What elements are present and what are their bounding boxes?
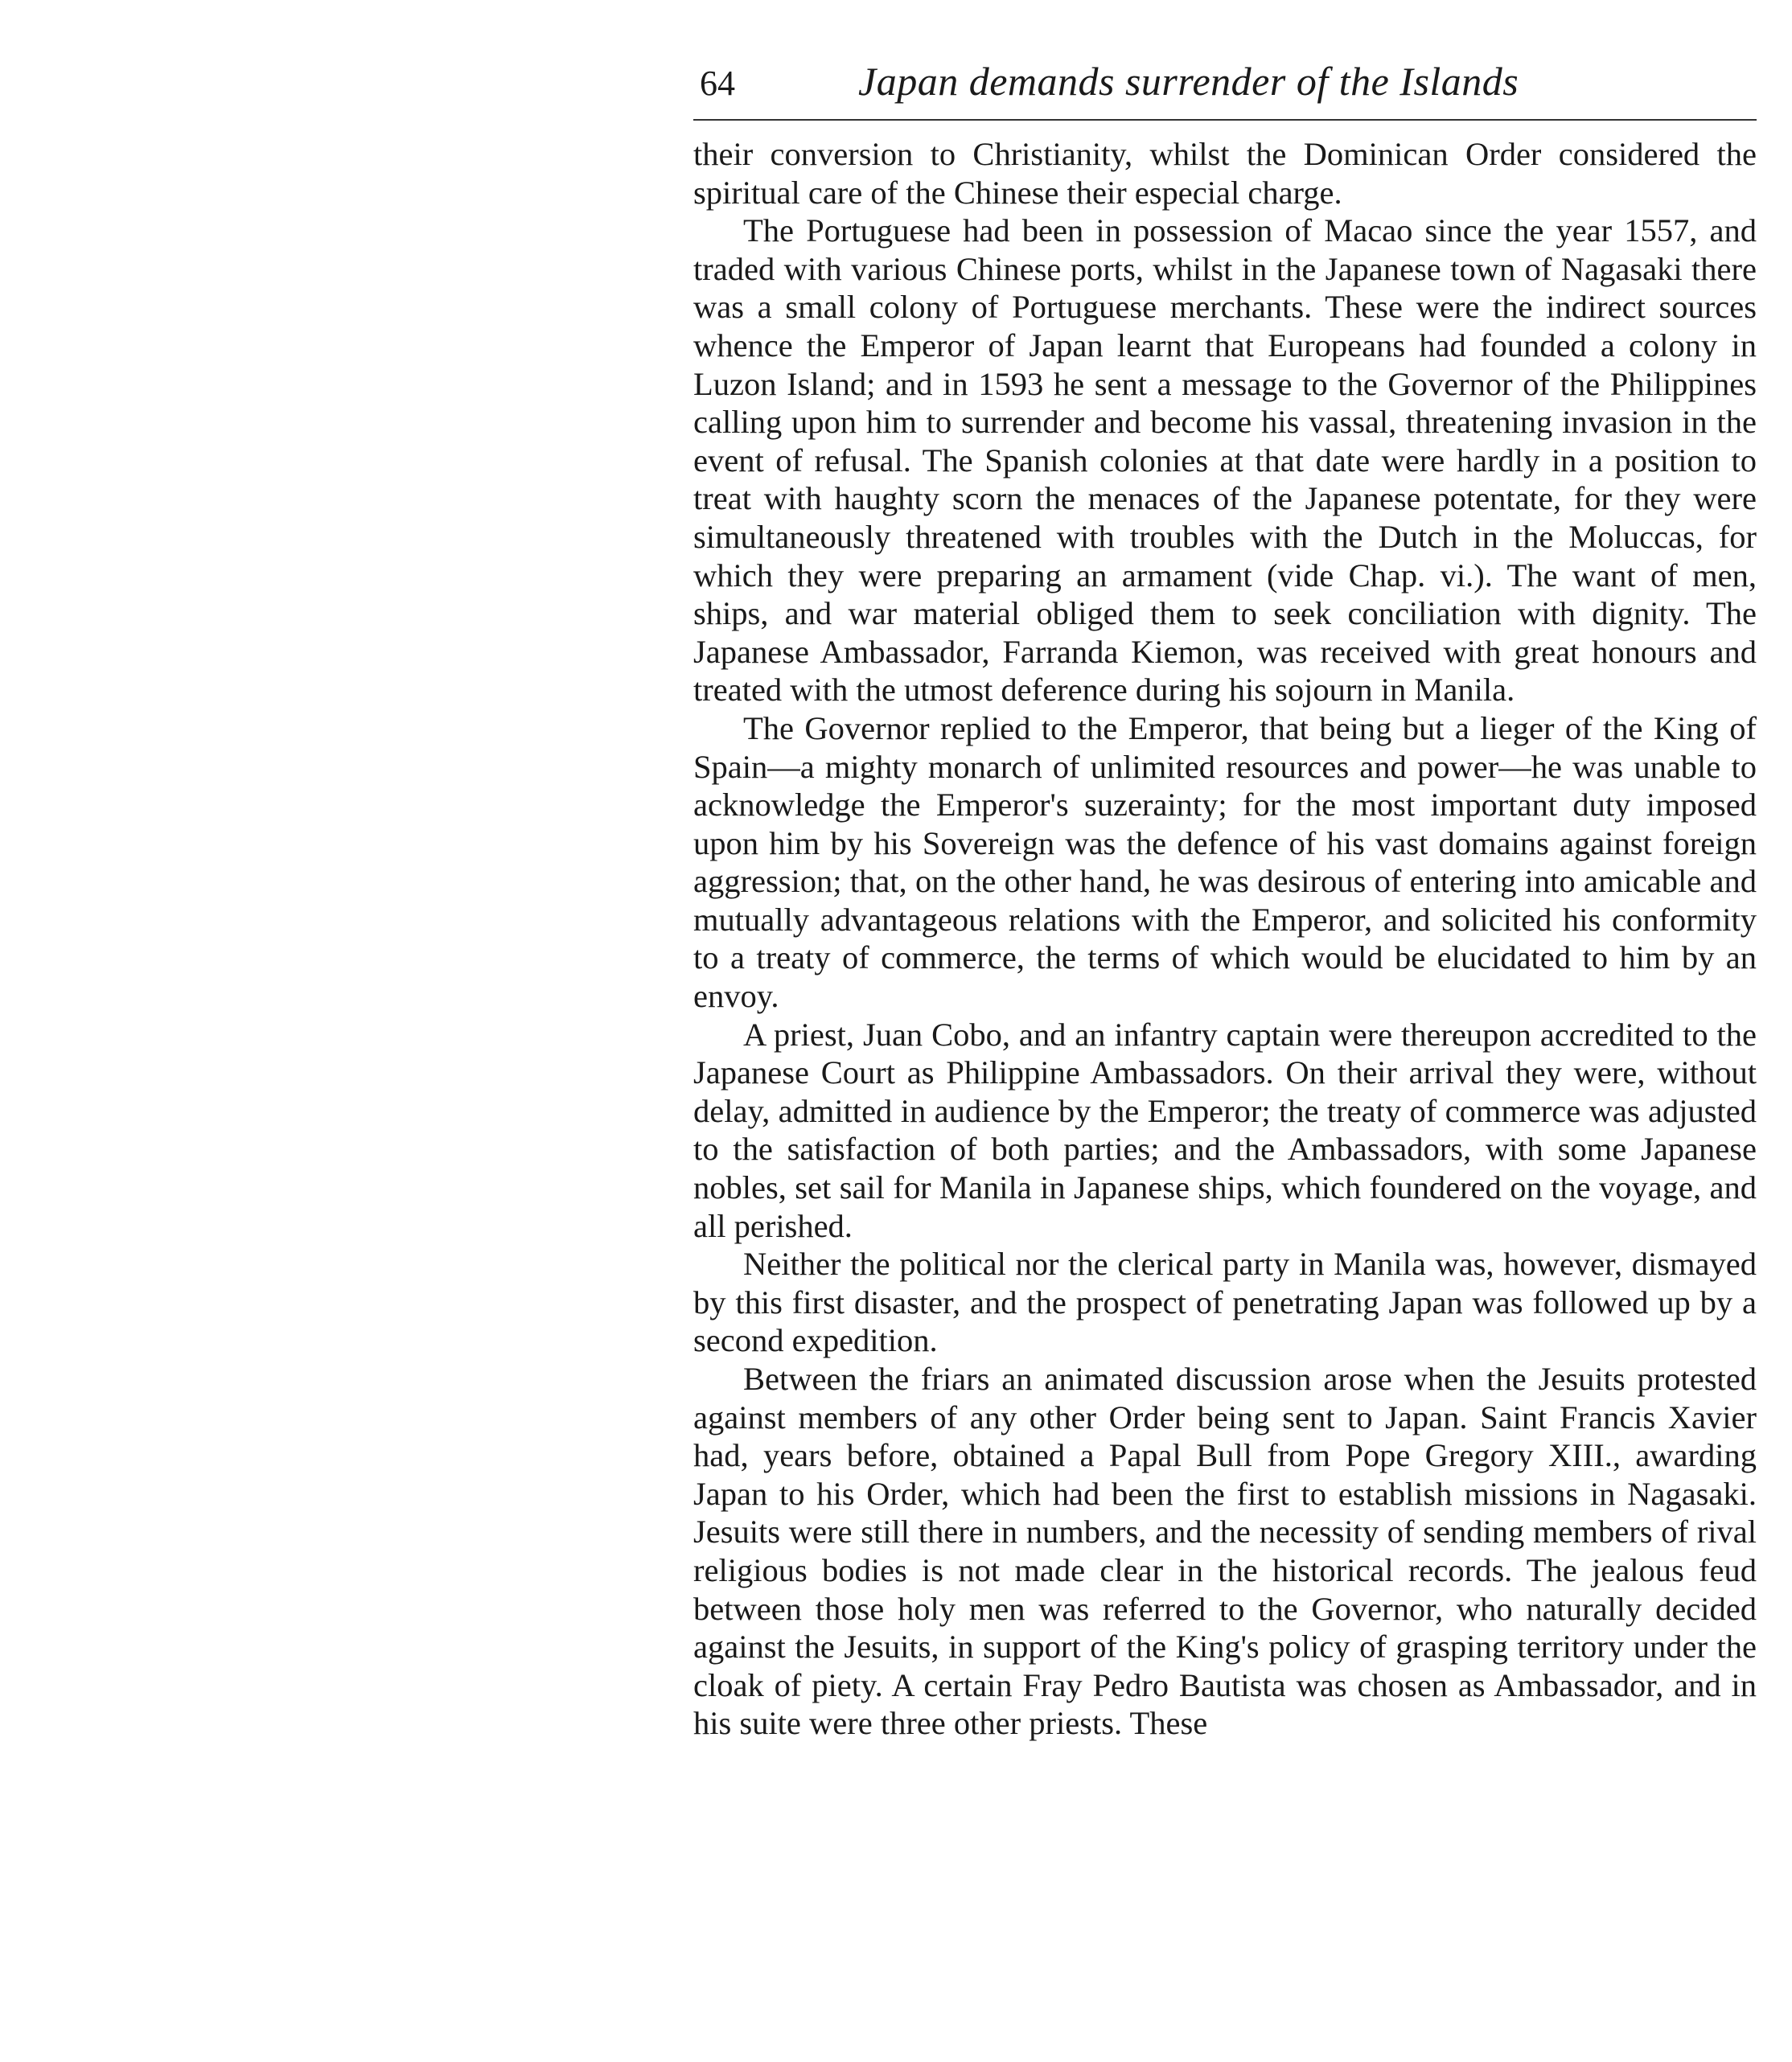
body-text bbox=[693, 135, 1757, 1743]
paragraph: The Portuguese had been in possession of Macao since the year 1557, and traded with various Chinese ports, whilst in the Japanese town of Nagasaki there was a small colony of Portuguese merchants. These were the indirect sources whence the Emperor of Japan learnt that Europeans had founded a colony in Luzon Island; and in 1593 he sent a message to the Governor of the Philippines calling upon him to surrender and become his vassal, threatening invasion in the event of refusal. The Spanish colonies at that date were hardly in a position to treat with haughty scorn the menaces of the Japanese potentate, for they were simultaneously threatened with troubles with the Dutch in the Moluccas, for which they were preparing an armament (vide Chap. vi.). The want of men, ships, and war material obliged them to seek conciliation with dignity. The Japanese Ambassador, Farranda Kiemon, was received with great honours and treated with the utmost deference during his sojourn in Manila. bbox=[693, 212, 1757, 709]
paragraph-continuation: their conversion to Christianity, whilst the Dominican Order considered the spiritual care of the Chinese their especial charge. bbox=[693, 136, 1757, 211]
paragraph: A priest, Juan Cobo, and an infantry captain were thereupon accredited to the Japanese Court as Philippine Ambassadors. On their arrival they were, without delay, admitted in audience by the Emperor; the treaty of commerce was adjusted to the satisfaction of both parties; and the Ambassadors, with some Japanese nobles, set sail for Manila in Japanese ships, which foundered on the voyage, and all perished. bbox=[693, 1016, 1757, 1244]
running-header bbox=[693, 56, 1757, 121]
running-title: Japan demands surrender of the Islands bbox=[858, 59, 1519, 104]
book-page bbox=[693, 56, 1757, 1743]
header-rule bbox=[693, 119, 1757, 121]
paragraph: Neither the political nor the clerical party in Manila was, however, dismayed by this first disaster, and the prospect of penetrating Japan was followed up by a second expedition. bbox=[693, 1246, 1757, 1359]
page-number: 64 bbox=[700, 64, 735, 103]
paragraph: Between the friars an animated discussion arose when the Jesuits protested against members of any other Order being sent to Japan. Saint Francis Xavier had, years before, obtained a Papal Bull from Pope Gregory XIII., awarding Japan to his Order, which had been the first to establish missions in Nagasaki. Jesuits were still there in numbers, and the necessity of sending members of rival religious bodies is not made clear in the historical records. The jealous feud between those holy men was referred to the Governor, who naturally decided against the Jesuits, in support of the King's policy of grasping territory under the cloak of piety. A certain Fray Pedro Bautista was chosen as Ambassador, and in his suite were three other priests. These bbox=[693, 1361, 1757, 1742]
paragraph: The Governor replied to the Emperor, that being but a lieger of the King of Spain—a mighty monarch of unlimited resources and power—he was unable to acknowledge the Emperor's suzerainty; for the most important duty imposed upon him by his Sovereign was the defence of his vast domains against foreign aggression; that, on the other hand, he was desirous of entering into amicable and mutually advantageous relations with the Emperor, and solicited his conformity to a treaty of commerce, the terms of which would be elucidated to him by an envoy. bbox=[693, 709, 1757, 1015]
